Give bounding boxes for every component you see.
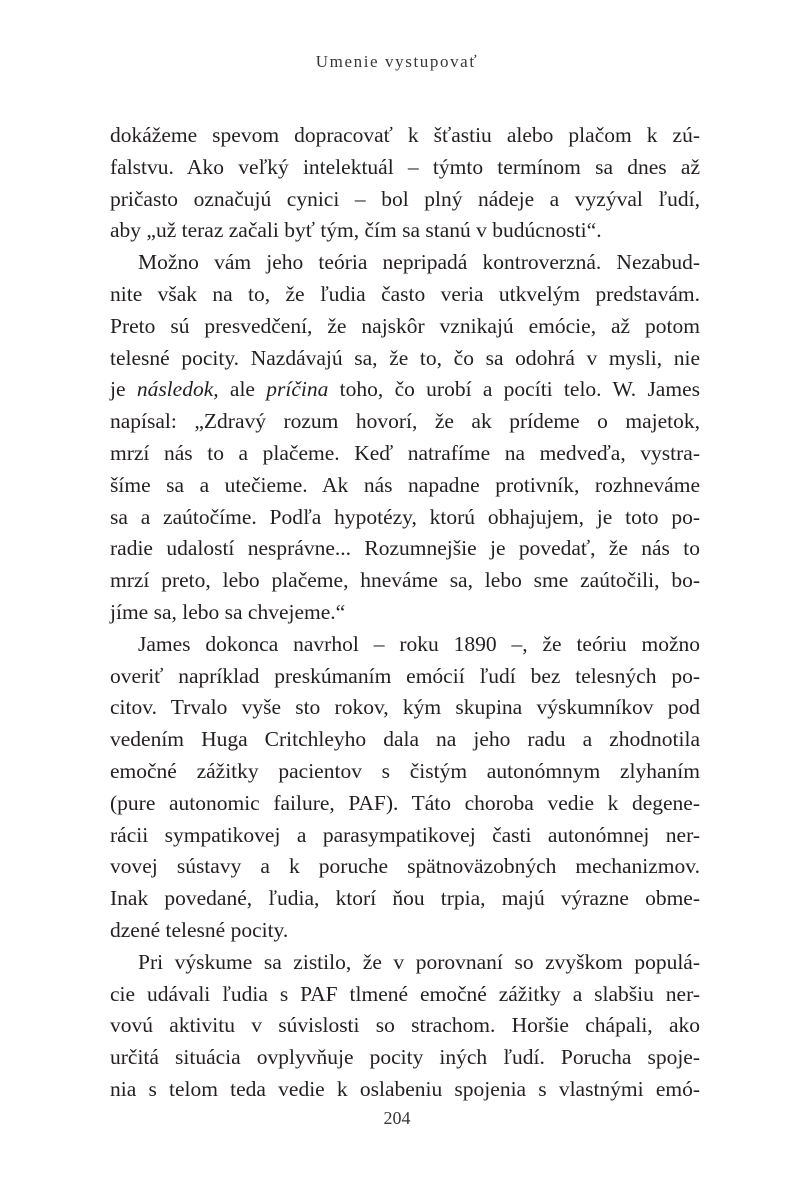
text-line: rácii sympatikovej a parasympatikovej časti autonómnej ner-	[110, 822, 700, 847]
emphasis-nasledok: následok	[136, 377, 214, 402]
text-line: jíme sa, lebo sa chvejeme.“	[110, 599, 346, 624]
text-line: sa a zaútočíme. Podľa hypotézy, ktorú obhajujem, je toto po-	[110, 504, 700, 529]
text-line: nia s telom teda vedie k oslabeniu spojenia s vlastnými emó-	[110, 1076, 700, 1101]
text-fragment: je	[110, 377, 137, 402]
body-text	[110, 120, 700, 1106]
text-line: dzené telesné pocity.	[110, 917, 289, 942]
page-number: 204	[383, 1108, 411, 1128]
paragraph-4	[110, 947, 700, 1106]
text-line: mrzí nás to a plačeme. Keď natrafíme na medveďa, vystra-	[110, 440, 700, 465]
text-line: vovej sústavy a k poruche spätnoväzobných mechanizmov.	[110, 854, 700, 879]
text-line: Inak povedané, ľudia, ktorí ňou trpia, majú výrazne obme-	[110, 886, 700, 911]
text-line: radie udalostí nesprávne... Rozumnejšie je povedať, že nás to	[110, 536, 700, 561]
text-line: šíme sa a utečieme. Ak nás napadne protivník, rozhneváme	[110, 472, 700, 497]
text-line-with-emphasis	[110, 374, 700, 406]
emphasis-pricina: príčina	[266, 377, 329, 402]
text-line: vovú aktivitu v súvislosti so strachom. Horšie chápali, ako	[110, 1013, 700, 1038]
text-line: Pri výskume sa zistilo, že v porovnaní so zvyškom populá-	[138, 949, 700, 974]
text-fragment: toho, čo urobí a pocíti telo. W. James	[328, 377, 700, 402]
text-line: emočné zážitky pacientov s čistým autonómnym zlyhaním	[110, 758, 700, 783]
text-line: mrzí preto, lebo plačeme, hneváme sa, lebo sme zaútočili, bo-	[110, 568, 700, 593]
text-line: vedením Huga Critchleyho dala na jeho radu a zhodnotila	[110, 727, 700, 752]
text-line: Možno vám jeho teória nepripadá kontroverzná. Nezabud-	[138, 250, 700, 275]
text-line: aby „už teraz začali byť tým, čím sa stanú v budúcnosti“.	[110, 218, 602, 243]
text-line: overiť napríklad preskúmaním emócií ľudí bez telesných po-	[110, 663, 700, 688]
text-line: citov. Trvalo vyše sto rokov, kým skupina výskumníkov pod	[110, 695, 700, 720]
text-line: telesné pocity. Nazdávajú sa, že to, čo sa odohrá v mysli, nie	[110, 345, 700, 370]
text-line: (pure autonomic failure, PAF). Táto choroba vedie k degene-	[110, 790, 700, 815]
running-header: Umenie vystupovať	[315, 52, 479, 71]
paragraph-1	[110, 120, 700, 247]
text-line: cie udávali ľudia s PAF tlmené emočné zážitky a slabšiu ner-	[110, 981, 700, 1006]
text-line: dokážeme spevom dopracovať k šťastiu alebo plačom k zú-	[110, 123, 700, 147]
text-line: James dokonca navrhol – roku 1890 –, že teóriu možno	[138, 631, 700, 656]
text-line: nite však na to, že ľudia často veria utkvelým predstavám.	[110, 281, 700, 306]
text-line: určitá situácia ovplyvňuje pocity iných ľudí. Porucha spoje-	[110, 1045, 700, 1070]
text-line: pričasto označujú cynici – bol plný nádeje a vyzýval ľudí,	[110, 186, 700, 211]
paragraph-2	[110, 247, 700, 629]
text-line: Preto sú presvedčení, že najskôr vznikajú emócie, až potom	[110, 313, 700, 338]
text-fragment: , ale	[213, 377, 267, 402]
text-line: falstvu. Ako veľký intelektuál – týmto termínom sa dnes až	[110, 154, 700, 179]
text-line: napísal: „Zdravý rozum hovorí, že ak prídeme o majetok,	[110, 409, 700, 434]
paragraph-3	[110, 629, 700, 947]
